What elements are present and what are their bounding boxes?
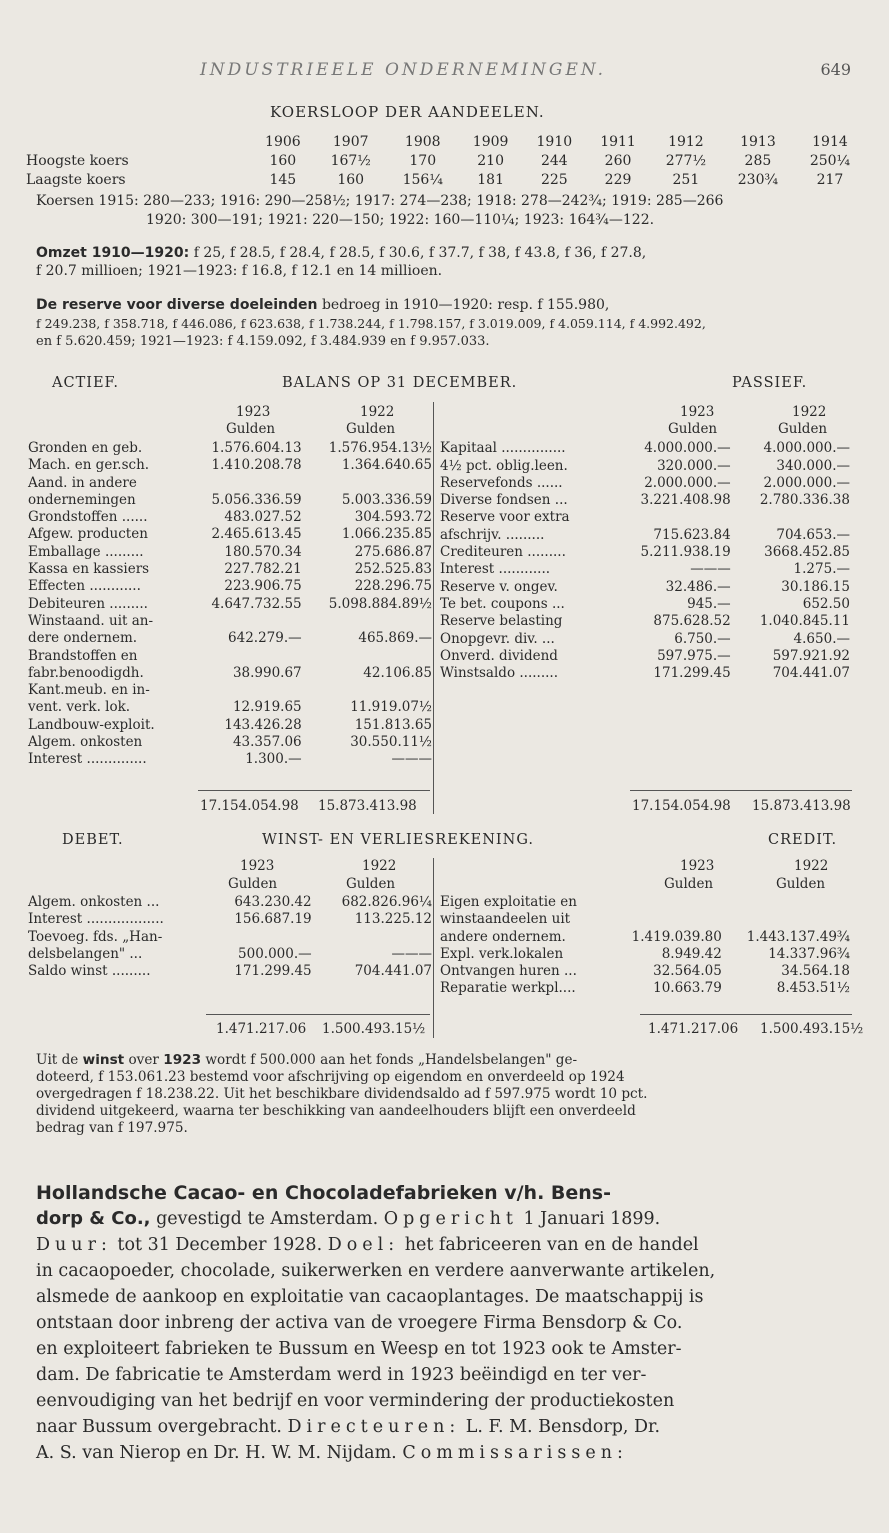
value-1922: 113.225.12: [354, 911, 432, 928]
value-1923: 2.000.000.—: [644, 474, 731, 491]
table-row: [440, 509, 850, 526]
table-row: [28, 544, 432, 561]
value-1922: [731, 423, 850, 440]
item-label: Crediteuren .........: [440, 544, 566, 561]
koers-table: [26, 132, 866, 189]
item-label: Interest ............: [440, 561, 551, 578]
value-1923: 156.687.19: [234, 911, 312, 928]
company-line-10: naar Bussum overgebracht. Directeuren: L. F. M. Bensdorp, Dr.: [36, 1417, 661, 1437]
value-1923: 1.410.208.78: [211, 457, 302, 474]
value-1923: 1.419.039.80: [631, 928, 722, 945]
table-row: [440, 423, 850, 440]
col-unit: Gulden: [668, 421, 718, 437]
table-row: [28, 526, 432, 543]
value-1922: 1.275.—: [793, 561, 850, 578]
actief-heading: ACTIEF.: [52, 375, 119, 391]
item-label: Interest ..............: [28, 751, 147, 768]
reserve-line-3: en f 5.620.459; 1921—1923: f 4.159.092, f 3.484.939 en f 9.957.033.: [36, 334, 490, 349]
value-1922: 1.066.235.85: [341, 526, 432, 543]
cell: 250¼: [809, 152, 851, 169]
winst-line-2: doteerd, f 153.061.23 bestemd voor afschrijving op eigendom en onverdeeld op 1924: [36, 1069, 625, 1085]
column-divider: [433, 858, 434, 1038]
table-row: [440, 579, 850, 596]
item-label: Reservefonds ......: [440, 474, 563, 491]
value-1923: 643.230.42: [234, 894, 312, 910]
debet-table: [28, 894, 432, 980]
item-label: Te bet. coupons ...: [440, 595, 565, 612]
item-label: Algem. onkosten: [28, 734, 143, 751]
koers-low-row: [26, 170, 866, 189]
table-row: [440, 613, 850, 630]
credit-total-1923: 1.471.217.06: [648, 1021, 739, 1037]
table-row: [28, 963, 432, 980]
value-1923: 483.027.52: [224, 509, 302, 526]
table-row: [28, 613, 432, 630]
value-1923: 875.628.52: [653, 613, 731, 630]
cell: 285: [744, 152, 772, 169]
running-header: [0, 60, 889, 82]
value-1922: [722, 894, 850, 911]
value-1922: 704.653.—: [776, 526, 850, 543]
value-1923: [188, 613, 302, 630]
table-row: [28, 665, 432, 682]
row-label: Laagste koers: [26, 171, 126, 188]
running-title: INDUSTRIEELE ONDERNEMINGEN.: [200, 60, 607, 80]
value-1922: 2.000.000.—: [763, 474, 850, 491]
value-1922: 34.564.18: [781, 963, 850, 980]
koers-line-1: Koersen 1915: 280—233; 1916: 290—258½; 1917: 274—238; 1918: 278—242¾; 1919: 285—266: [36, 193, 724, 209]
value-1922: 4.650.—: [793, 630, 850, 647]
value-1923: 1.576.604.13: [211, 440, 302, 456]
cell: 229: [604, 171, 632, 188]
item-label: Afgew. producten: [28, 526, 148, 543]
value-1923: [610, 911, 722, 928]
year: 1908: [404, 133, 441, 150]
cell: 167½: [330, 152, 371, 169]
passief-heading: PASSIEF.: [732, 375, 808, 391]
table-row: [440, 980, 850, 997]
item-label: Kant.meub. en in-: [28, 682, 150, 699]
year: 1907: [332, 133, 369, 150]
value-1923: 597.975.—: [657, 647, 731, 664]
item-label: Toevoeg. fds. „Han-: [28, 928, 163, 945]
cell: 181: [477, 171, 504, 188]
table-row: [28, 509, 432, 526]
table-row: [440, 596, 850, 613]
value-1922: 652.50: [802, 595, 850, 612]
table-row: [440, 894, 850, 911]
company-name-line-1: Hollandsche Cacao- en Chocoladefabrieken v/h. Bens-: [36, 1182, 612, 1204]
value-1922: 2.780.336.38: [759, 492, 850, 509]
company-line-4: in cacaopoeder, chocolade, suikerwerken en verdere aanverwante artikelen,: [36, 1261, 716, 1281]
table-row: [28, 682, 432, 699]
value-1922: 704.441.07: [772, 665, 850, 682]
year: 1910: [536, 133, 573, 150]
table-row: [440, 665, 850, 682]
item-label: Reserve v. ongev.: [440, 578, 558, 595]
cell: 244: [540, 152, 568, 169]
table-row: [440, 544, 850, 561]
col-year: 1922: [362, 858, 397, 874]
cell: 251: [672, 171, 700, 188]
value-1922: 14.337.96¾: [768, 945, 850, 962]
item-label: vent. verk. lok.: [28, 699, 131, 716]
table-row: [28, 894, 432, 911]
item-label: Emballage .........: [28, 543, 144, 560]
table-row: [28, 457, 432, 474]
debet-total-1922: 1.500.493.15½: [322, 1021, 426, 1037]
actief-total-1922: 15.873.413.98: [318, 798, 417, 814]
col-year: 1923: [680, 858, 715, 874]
balans-title: BALANS OP 31 DECEMBER.: [282, 375, 518, 391]
table-row: [440, 561, 850, 578]
col-unit: Gulden: [226, 421, 276, 437]
value-1923: 171.299.45: [653, 665, 731, 682]
cell: 210: [477, 152, 504, 169]
passief-total-1922: 15.873.413.98: [752, 798, 851, 814]
wv-title: WINST- EN VERLIESREKENING.: [262, 832, 534, 848]
item-label: Onverd. dividend: [440, 647, 558, 664]
cell: 225: [540, 171, 568, 188]
cell: 156¼: [402, 171, 443, 188]
col-unit: Gulden: [228, 876, 278, 892]
table-row: [28, 929, 432, 946]
omzet-line-1: [36, 245, 646, 262]
item-label: afschrijv. .........: [440, 526, 545, 543]
table-row: [28, 734, 432, 751]
item-label: Mach. en ger.sch.: [28, 457, 150, 474]
value-1922: 1.443.137.49¾: [746, 928, 850, 945]
year: 1906: [265, 133, 301, 150]
winst-line-4: dividend uitgekeerd, waarna ter beschikking van aandeelhouders blijft een onverdeeld: [36, 1103, 636, 1119]
value-1923: 1.300.—: [245, 751, 302, 768]
table-row: [28, 492, 432, 509]
cell: 170: [409, 152, 437, 169]
table-row: [440, 631, 850, 648]
value-1922: 252.525.83: [354, 561, 432, 578]
table-row: [440, 440, 850, 457]
cell: 217: [816, 171, 844, 188]
value-1923: 945.—: [687, 595, 731, 612]
value-1923: 5.211.938.19: [640, 544, 731, 561]
table-row: [440, 475, 850, 492]
item-label: Reserve voor extra: [440, 509, 570, 526]
omzet-label: Omzet 1910—1920:: [36, 245, 190, 261]
value-1923: 5.056.336.59: [211, 491, 302, 508]
cell: 145: [269, 171, 297, 188]
table-row: [28, 630, 432, 647]
item-label: Onopgevr. div. ...: [440, 630, 555, 647]
winst-line-5: bedrag van f 197.975.: [36, 1120, 188, 1136]
total-rule: [630, 790, 852, 791]
col-year: 1922: [360, 404, 395, 420]
item-label: Aand. in andere: [28, 474, 137, 491]
table-row: [28, 596, 432, 613]
item-label: Effecten ............: [28, 578, 141, 595]
table-row: [28, 440, 432, 457]
item-label: delsbelangen" ...: [28, 945, 143, 962]
table-row: [28, 648, 432, 665]
table-row: [28, 946, 432, 963]
value-1923: 223.906.75: [224, 578, 302, 595]
value-1922: [302, 682, 432, 699]
value-1922: 4.000.000.—: [763, 440, 850, 457]
company-line-6: ontstaan door inbreng der activa van de vroegere Firma Bensdorp & Co.: [36, 1313, 683, 1333]
item-label: Kapitaal ...............: [440, 440, 566, 457]
credit-total-1922: 1.500.493.15½: [760, 1021, 864, 1037]
value-1922: [302, 475, 432, 492]
actief-table: [28, 440, 432, 769]
table-row: [440, 458, 850, 475]
row-label: Hoogste koers: [26, 152, 129, 169]
value-1923: 180.570.34: [224, 543, 302, 560]
company-line-9: eenvoudiging van het bedrijf en voor vermindering der productiekosten: [36, 1391, 675, 1411]
table-row: [440, 929, 850, 946]
table-row: [28, 911, 432, 928]
company-line-11: A. S. van Nierop en Dr. H. W. M. Nijdam. Commissarissen:: [36, 1443, 628, 1463]
item-label: Reserve belasting: [440, 613, 563, 630]
value-1923: 500.000.—: [238, 945, 312, 962]
item-label: Diverse fondsen ...: [440, 492, 568, 509]
reserve-line-1: [36, 297, 609, 314]
omzet-values: f 25, f 28.5, f 28.4, f 28.5, f 30.6, f 37.7, f 38, f 43.8, f 36, f 27.8,: [193, 245, 647, 261]
value-1922: 30.550.11½: [350, 734, 432, 751]
value-1922: 151.813.65: [354, 716, 432, 733]
table-row: [28, 751, 432, 768]
year: 1913: [740, 133, 776, 150]
value-1923: 6.750.—: [674, 630, 731, 647]
col-year: 1923: [680, 404, 715, 420]
value-1922: [722, 911, 850, 928]
item-label: Brandstoffen en: [28, 647, 138, 664]
item-label: 4½ pct. oblig.leen.: [440, 457, 568, 474]
reserve-line-2: f 249.238, f 358.718, f 446.086, f 623.638, f 1.738.244, f 1.798.157, f 3.019.009, f 4.059.114, f 4.992.492,: [36, 316, 706, 331]
table-row: [440, 527, 850, 544]
value-1922: 1.364.640.65: [341, 457, 432, 474]
value-1922: 228.296.75: [354, 578, 432, 595]
value-1922: [731, 509, 850, 526]
value-1923: 320.000.—: [657, 457, 731, 474]
total-rule: [206, 1014, 430, 1015]
item-label: [440, 423, 611, 440]
item-label: Eigen exploitatie en: [440, 894, 577, 910]
value-1922: 597.921.92: [772, 647, 850, 664]
value-1923: 227.782.21: [224, 561, 302, 578]
item-label: Grondstoffen ......: [28, 509, 148, 526]
value-1923: [188, 648, 302, 665]
table-row: [28, 475, 432, 492]
item-label: ondernemingen: [28, 491, 136, 508]
value-1922: 42.106.85: [363, 664, 432, 681]
reserve-label: De reserve voor diverse doeleinden: [36, 297, 318, 313]
company-line-5: alsmede de aankoop en exploitatie van cacaoplantages. De maatschappij is: [36, 1287, 704, 1307]
year: 1912: [668, 133, 704, 150]
value-1922: 30.186.15: [781, 578, 850, 595]
table-row: [28, 561, 432, 578]
company-line-7: en exploiteert fabrieken te Bussum en Weesp en tot 1923 ook te Amster-: [36, 1339, 682, 1359]
column-divider: [433, 402, 434, 814]
col-unit: Gulden: [778, 421, 828, 437]
value-1922: 1.040.845.11: [759, 613, 850, 630]
table-row: [440, 911, 850, 928]
cell: 230¾: [737, 171, 779, 188]
winst-line-3: overgedragen f 18.238.22. Uit het beschikbare dividendsaldo ad f 597.975 wordt 10 pct.: [36, 1086, 648, 1102]
debet-heading: DEBET.: [62, 832, 124, 848]
value-1922: 3668.452.85: [764, 544, 850, 561]
koers-line-2: 1920: 300—191; 1921: 220—150; 1922: 160—110¼; 1923: 164¾—122.: [146, 212, 655, 228]
year: 1911: [600, 133, 636, 150]
value-1923: [188, 682, 302, 699]
cell: 160: [337, 171, 365, 188]
value-1922: [302, 613, 432, 630]
value-1923: 4.647.732.55: [211, 595, 302, 612]
value-1922: ———: [391, 751, 432, 768]
col-year: 1922: [792, 404, 827, 420]
item-label: Kassa en kassiers: [28, 561, 150, 578]
value-1923: [611, 509, 730, 526]
col-unit: Gulden: [664, 876, 714, 892]
page-number: 649: [820, 60, 851, 79]
item-label: Interest ..................: [28, 911, 164, 928]
year: 1909: [472, 133, 509, 150]
actief-total-1923: 17.154.054.98: [200, 798, 299, 814]
passief-table: [440, 423, 850, 682]
company-line-3: Duur: tot 31 December 1928. Doel: het fabriceeren van en de handel: [36, 1235, 699, 1255]
item-label: Saldo winst .........: [28, 963, 151, 980]
value-1923: 32.564.05: [653, 963, 722, 980]
table-row: [440, 648, 850, 665]
value-1922: 275.686.87: [354, 543, 432, 560]
value-1922: 5.098.884.89½: [328, 595, 432, 612]
table-row: [28, 578, 432, 595]
value-1923: 43.357.06: [232, 734, 302, 751]
company-name-line-2: dorp & Co.,: [36, 1208, 151, 1229]
value-1922: 340.000.—: [776, 457, 850, 474]
cell: 260: [604, 152, 632, 169]
cell: 277½: [665, 152, 707, 169]
item-label: Reparatie werkpl....: [440, 980, 576, 997]
table-row: [440, 946, 850, 963]
item-label: Landbouw-exploit.: [28, 716, 155, 733]
value-1923: 642.279.—: [228, 630, 302, 647]
cell: 160: [269, 152, 297, 169]
value-1923: 12.919.65: [232, 699, 302, 716]
value-1923: 143.426.28: [224, 716, 302, 733]
koers-years-row: [26, 132, 866, 151]
col-unit: Gulden: [776, 876, 826, 892]
table-row: [28, 699, 432, 716]
value-1922: ———: [391, 945, 432, 962]
value-1923: 38.990.67: [232, 664, 302, 681]
year: 1914: [812, 133, 848, 150]
value-1922: [312, 929, 432, 946]
value-1922: 5.003.336.59: [341, 491, 432, 508]
koers-title: KOERSLOOP DER AANDEELEN.: [270, 103, 545, 121]
value-1922: 304.593.72: [354, 509, 432, 526]
total-rule: [198, 790, 430, 791]
koers-high-row: [26, 151, 866, 170]
value-1923: 10.663.79: [653, 980, 722, 997]
winst-line-1: Uit de winst over 1923 wordt f 500.000 aan het fonds „Handelsbelangen" ge-: [36, 1052, 578, 1068]
value-1923: 32.486.—: [665, 578, 731, 595]
value-1922: 11.919.07½: [350, 699, 432, 716]
item-label: dere ondernem.: [28, 630, 138, 647]
col-unit: Gulden: [346, 421, 396, 437]
company-line-8: dam. De fabricatie te Amsterdam werd in 1923 beëindigd en ter ver-: [36, 1365, 647, 1385]
item-label: andere ondernem.: [440, 928, 566, 945]
value-1923: [610, 894, 722, 911]
value-1923: 4.000.000.—: [644, 440, 731, 457]
value-1922: 704.441.07: [354, 963, 432, 980]
value-1922: 465.869.—: [358, 630, 432, 647]
passief-total-1923: 17.154.054.98: [632, 798, 731, 814]
credit-heading: CREDIT.: [768, 832, 838, 848]
item-label: Algem. onkosten ...: [28, 894, 160, 910]
table-row: [440, 963, 850, 980]
value-1922: 1.576.954.13½: [328, 440, 432, 456]
col-year: 1923: [240, 858, 275, 874]
debet-total-1923: 1.471.217.06: [216, 1021, 307, 1037]
table-row: [28, 717, 432, 734]
item-label: Ontvangen huren ...: [440, 963, 577, 980]
col-unit: Gulden: [346, 876, 396, 892]
omzet-line-2: f 20.7 millioen; 1921—1923: f 16.8, f 12.1 en 14 millioen.: [36, 263, 443, 279]
item-label: Gronden en geb.: [28, 440, 143, 456]
credit-table: [440, 894, 850, 998]
value-1923: 171.299.45: [234, 963, 312, 980]
col-year: 1922: [794, 858, 829, 874]
item-label: winstaandeelen uit: [440, 911, 571, 928]
item-label: Winstsaldo .........: [440, 665, 558, 682]
company-section: [36, 1180, 866, 1466]
value-1922: [302, 648, 432, 665]
total-rule: [640, 1014, 852, 1015]
value-1923: 2.465.613.45: [211, 526, 302, 543]
value-1922: 682.826.96¼: [341, 894, 432, 910]
company-line-2: dorp & Co., gevestigd te Amsterdam. Opgericht 1 Januari 1899.: [36, 1208, 661, 1229]
value-1923: [209, 929, 312, 946]
item-label: Debiteuren .........: [28, 595, 148, 612]
table-row: [440, 492, 850, 509]
value-1922: 8.453.51½: [776, 980, 850, 997]
item-label: Winstaand. uit an-: [28, 612, 154, 629]
value-1923: 3.221.408.98: [640, 492, 731, 509]
value-1923: [611, 423, 730, 440]
item-label: fabr.benoodigdh.: [28, 664, 144, 681]
value-1923: ———: [690, 561, 731, 578]
value-1923: [188, 475, 302, 492]
item-label: Expl. verk.lokalen: [440, 945, 564, 962]
reserve-values: bedroeg in 1910—1920: resp. f 155.980,: [321, 297, 610, 313]
value-1923: 8.949.42: [661, 945, 722, 962]
col-year: 1923: [236, 404, 271, 420]
value-1923: 715.623.84: [653, 526, 731, 543]
